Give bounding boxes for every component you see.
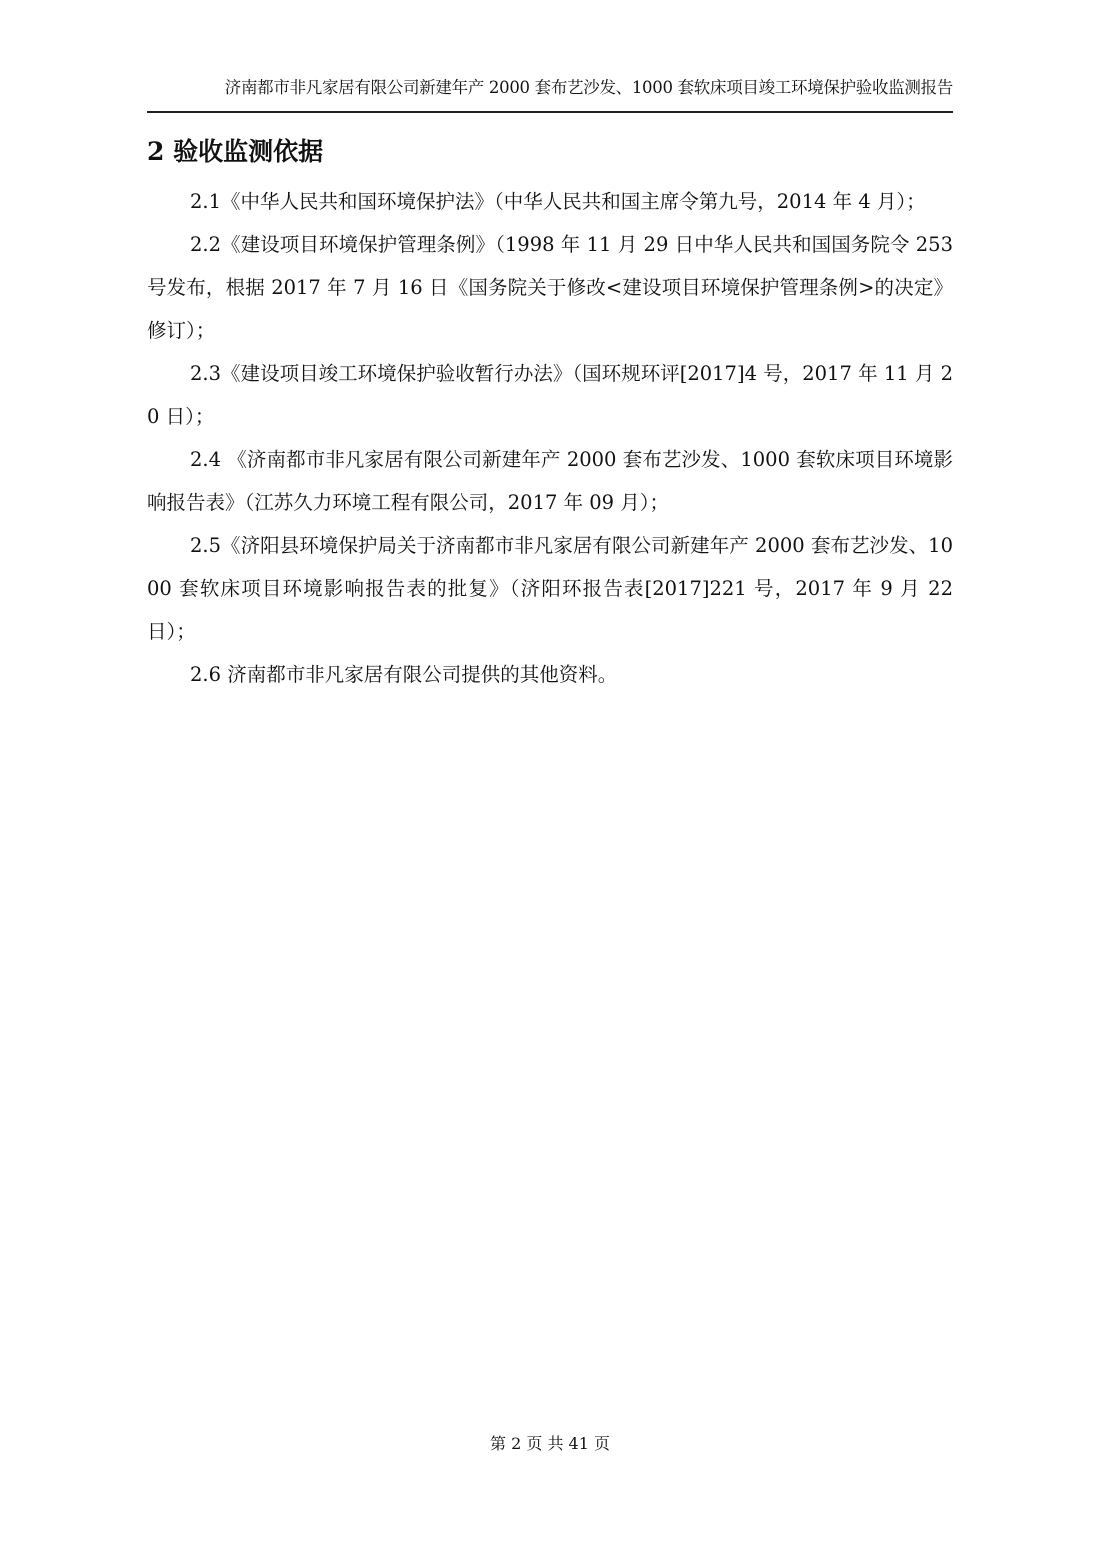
- basis-item-2-6: 2.6 济南都市非凡家居有限公司提供的其他资料。: [190, 663, 618, 686]
- page-header: 济南都市非凡家居有限公司新建年产 2000 套布艺沙发、1000 套软床项目竣工环境保护验收监测报告: [224, 78, 953, 97]
- header-divider: [147, 111, 953, 113]
- page-number: 第 2 页 共 41 页: [490, 1434, 610, 1453]
- basis-item-2-3: 2.3《建设项目竣工环境保护验收暂行办法》（国环规环评[2017]4 号，2017 年 11 月 20 日）；: [147, 362, 953, 428]
- basis-item-2-1: 2.1《中华人民共和国环境保护法》（中华人民共和国主席令第九号，2014 年 4 月）；: [190, 190, 926, 213]
- section-heading: 2 验收监测依据: [147, 137, 324, 166]
- basis-item-2-4: 2.4 《济南都市非凡家居有限公司新建年产 2000 套布艺沙发、1000 套软床项目环境影响报告表》（江苏久力环境工程有限公司，2017 年 09 月）；: [147, 448, 953, 514]
- section-body: [147, 180, 953, 696]
- basis-item-2-5: 2.5《济阳县环境保护局关于济南都市非凡家居有限公司新建年产 2000 套布艺沙发、1000 套软床项目环境影响报告表的批复》（济阳环报告表[2017]221 号，2017 年 9 月 22 日）；: [147, 534, 953, 643]
- basis-item-2-2: 2.2《建设项目环境保护管理条例》（1998 年 11 月 29 日中华人民共和国国务院令 253 号发布，根据 2017 年 7 月 16 日《国务院关于修改<建设项目环境保护管理条例>的决定》修订）；: [147, 233, 953, 342]
